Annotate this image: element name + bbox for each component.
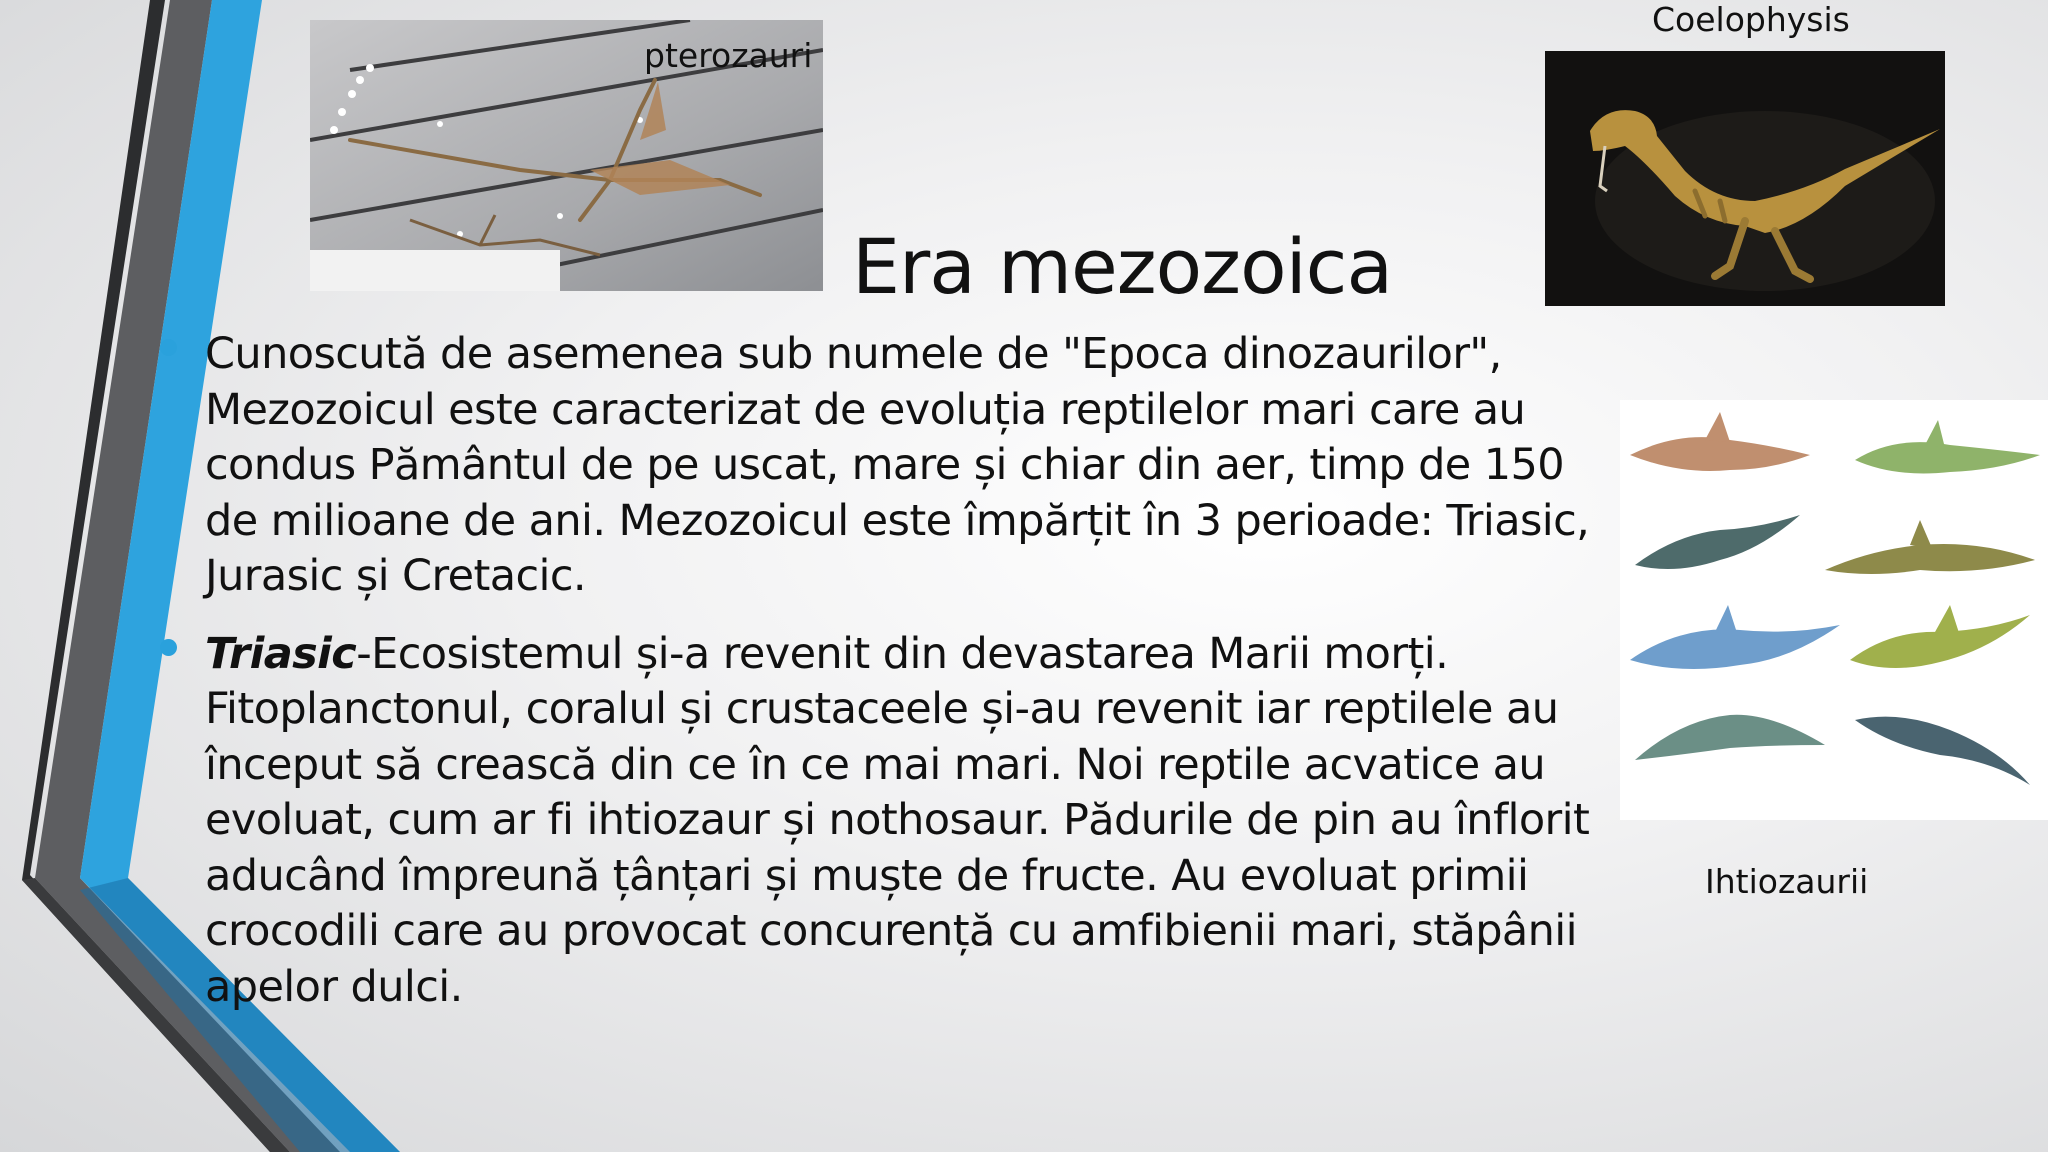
coelophysis-model-icon — [1545, 51, 1945, 306]
coelophysis-photo — [1545, 51, 1945, 306]
ichthyosaur-illustrations-icon — [1620, 400, 2048, 820]
bullet-text: Cunoscută de asemenea sub numele de "Epoca dinozaurilor", Mezozoicul este caracterizat de evoluția reptilelor mari care au condus Pământul de pe uscat, mare și chiar din aer, timp de 150 de milioane de ani. Mezozoicul este împărțit în 3 perioade: Triasic, Jurasic și Cretacic. — [205, 329, 1590, 601]
bullet-item — [160, 627, 1620, 1016]
slide-title: Era mezozoica — [852, 222, 1393, 311]
bullet-item — [160, 327, 1620, 605]
slide-content — [160, 327, 1620, 1037]
pterosaur-caption: pterozauri — [644, 36, 813, 75]
ichthyosaur-illustration — [1620, 400, 2048, 820]
bullet-dot — [160, 639, 177, 656]
bullet-dot — [160, 339, 177, 356]
bullet-text: -Ecosistemul și-a revenit din devastarea Marii morți. Fitoplanctonul, coralul și crustaceele și-au revenit iar reptilele au început să crească din ce în ce mai mari. Noi reptile acvatice au evoluat, cum ar fi ihtiozaur și nothosaur. Pădurile de pin au înflorit aducând împreună țânțari și muște de fructe. Au evoluat primii crocodili care au provocat concurență cu amfibienii mari, stăpânii apelor dulci. — [205, 628, 1590, 1012]
bullet-term: Triasic — [205, 628, 357, 679]
ichthyosaur-caption: Ihtiozaurii — [1705, 862, 1869, 901]
coelophysis-caption: Coelophysis — [1652, 0, 1850, 39]
